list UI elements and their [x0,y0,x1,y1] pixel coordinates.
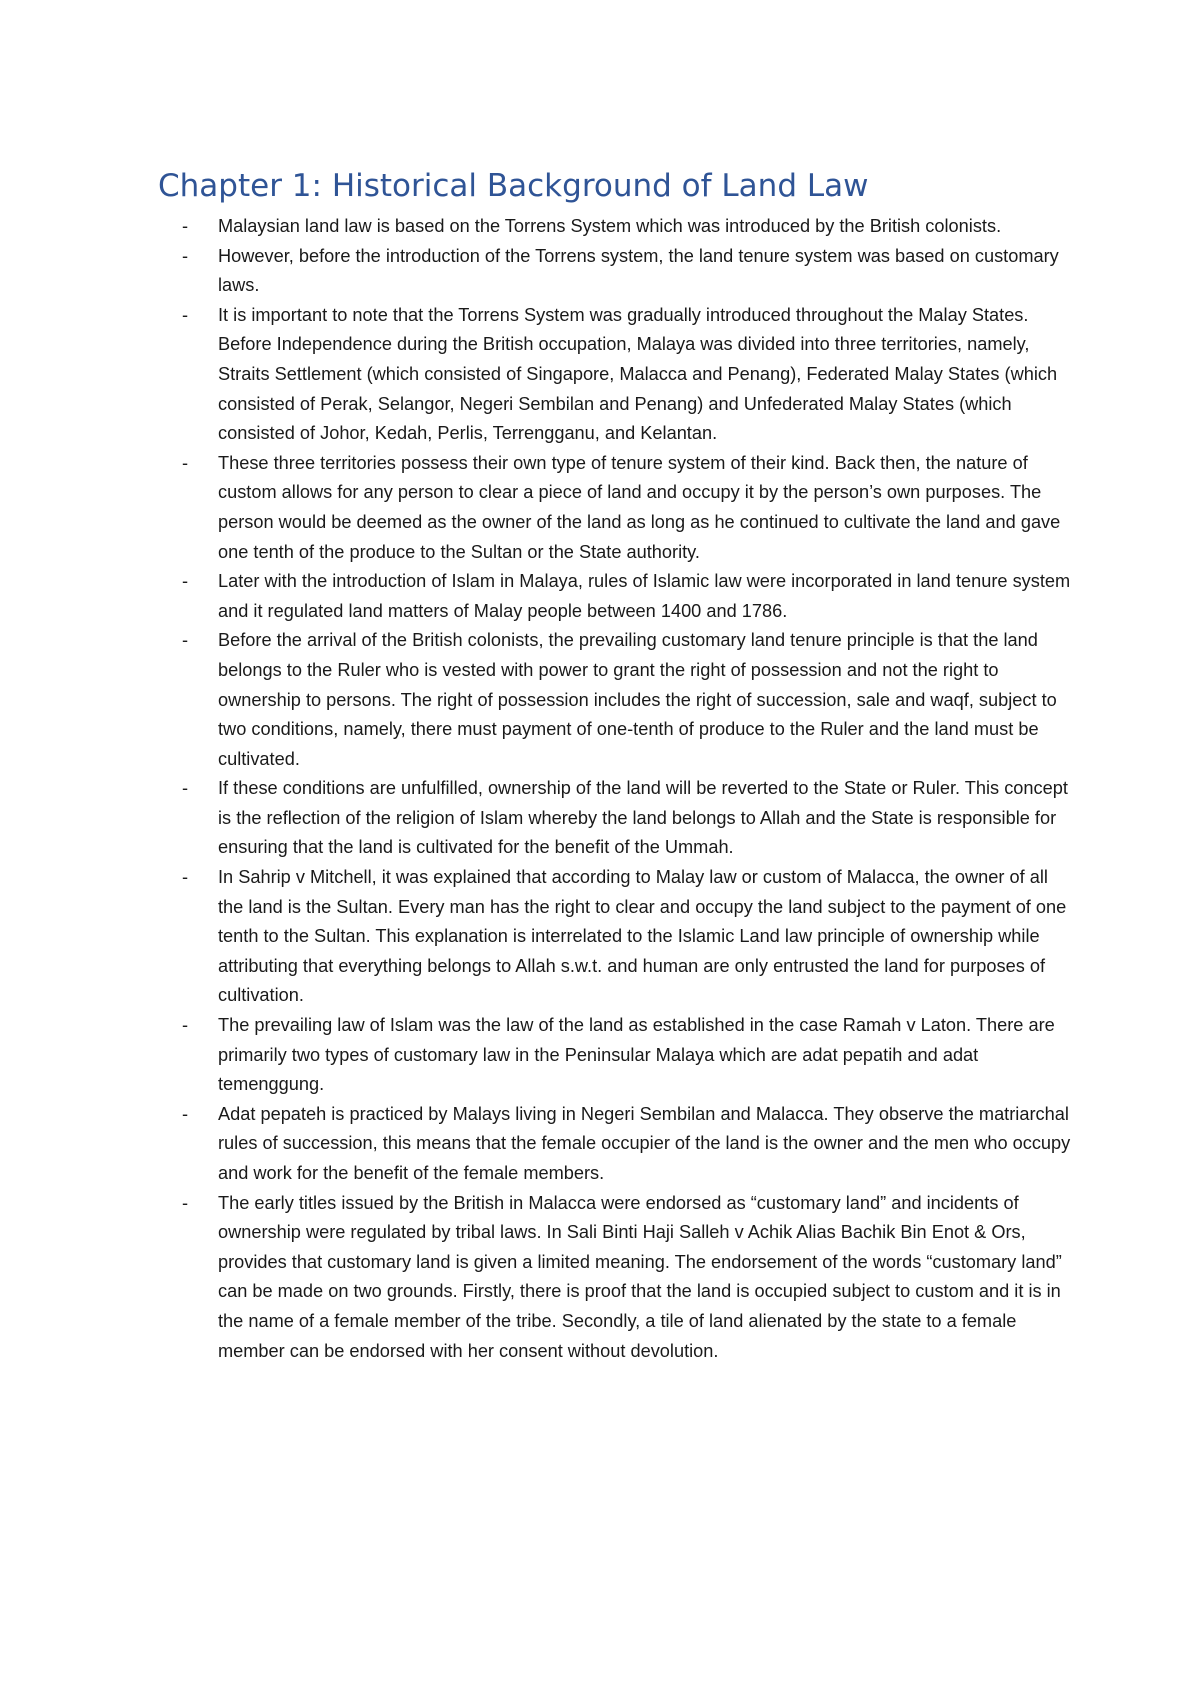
bullet-text: However, before the introduction of the Torrens system, the land tenure system was based on customary laws. [218,245,1059,296]
chapter-title: Chapter 1: Historical Background of Land Law [158,168,869,204]
bullet-text: Before the arrival of the British colonists, the prevailing customary land tenure principle is that the land belongs to the Ruler who is vested with power to grant the right of possession and not the right to ownership to persons. The right of possession includes the right of succession, sale and waqf, subject to two conditions, namely, there must payment of one-tenth of produce to the Ruler and the land must be cultivated. [218,630,1057,769]
bullet-dash: - [182,867,189,888]
bullet-dash: - [182,452,189,473]
bullet-dash: - [182,778,189,799]
bullet-item [182,774,1072,863]
bullet-item [182,1189,1072,1367]
bullet-item [182,212,1072,242]
bullet-dash: - [182,216,189,236]
bullet-dash: - [182,304,189,325]
bullet-dash: - [182,1103,189,1124]
bullet-text: If these conditions are unfulfilled, ownership of the land will be reverted to the State or Ruler. This concept is the reflection of the religion of Islam whereby the land belongs to Allah and the State is responsible for ensuring that the land is cultivated for the benefit of the Ummah. [218,778,1068,858]
bullet-item [182,567,1072,626]
bullet-dash: - [182,1192,189,1213]
bullet-text: The early titles issued by the British in Malacca were endorsed as “customary land” and incidents of ownership were regulated by tribal laws. In Sali Binti Haji Salleh v Achik Alias Bachik Bin Enot & Ors, provides that customary land is given a limited meaning. The endorsement of the words “customary land” can be made on two grounds. Firstly, there is proof that the land is occupied subject to custom and it is in the name of a female member of the tribe. Secondly, a tile of land alienated by the state to a female member can be endorsed with her consent without devolution. [218,1192,1062,1361]
bullet-list [182,212,1072,1366]
bullet-text: Adat pepateh is practiced by Malays living in Negeri Sembilan and Malacca. They observe the matriarchal rules of succession, this means that the female occupier of the land is the owner and the men who occupy and work for the benefit of the female members. [218,1103,1071,1183]
bullet-text: Later with the introduction of Islam in Malaya, rules of Islamic law were incorporated in land tenure system and it regulated land matters of Malay people between 1400 and 1786. [218,571,1071,621]
bullet-dash: - [182,571,189,592]
bullet-item [182,1011,1072,1100]
bullet-item [182,449,1072,567]
bullet-item [182,626,1072,774]
bullet-text: It is important to note that the Torrens System was gradually introduced throughout the Malay States. Before Independence during the British occupation, Malaya was divided into three territories, namely, Straits Settlement (which consisted of Singapore, Malacca and Penang), Federated Malay States (which consisted of Perak, Selangor, Negeri Sembilan and Penang) and Unfederated Malay States (which consisted of Johor, Kedah, Perlis, Terrengganu, and Kelantan. [218,304,1058,444]
bullet-text: Malaysian land law is based on the Torrens System which was introduced by the British colonists. [218,216,1002,236]
bullet-dash: - [182,630,189,651]
bullet-dash: - [182,1015,189,1036]
bullet-text: In Sahrip v Mitchell, it was explained that according to Malay law or custom of Malacca, the owner of all the land is the Sultan. Every man has the right to clear and occupy the land subject to the payment of one tenth to the Sultan. This explanation is interrelated to the Islamic Land law principle of ownership while attributing that everything belongs to Allah s.w.t. and human are only entrusted the land for purposes of cultivation. [218,867,1067,1006]
bullet-item [182,301,1072,449]
bullet-item [182,863,1072,1011]
bullet-item [182,1100,1072,1189]
bullet-text: These three territories possess their own type of tenure system of their kind. Back then, the nature of custom allows for any person to clear a piece of land and occupy it by the person’s own purposes. The person would be deemed as the owner of the land as long as he continued to cultivate the land and gave one tenth of the produce to the Sultan or the State authority. [218,452,1061,562]
bullet-item [182,242,1072,301]
bullet-dash: - [182,245,189,266]
bullet-text: The prevailing law of Islam was the law of the land as established in the case Ramah v Laton. There are primarily two types of customary law in the Peninsular Malaya which are adat pepatih and adat temenggung. [218,1015,1055,1095]
